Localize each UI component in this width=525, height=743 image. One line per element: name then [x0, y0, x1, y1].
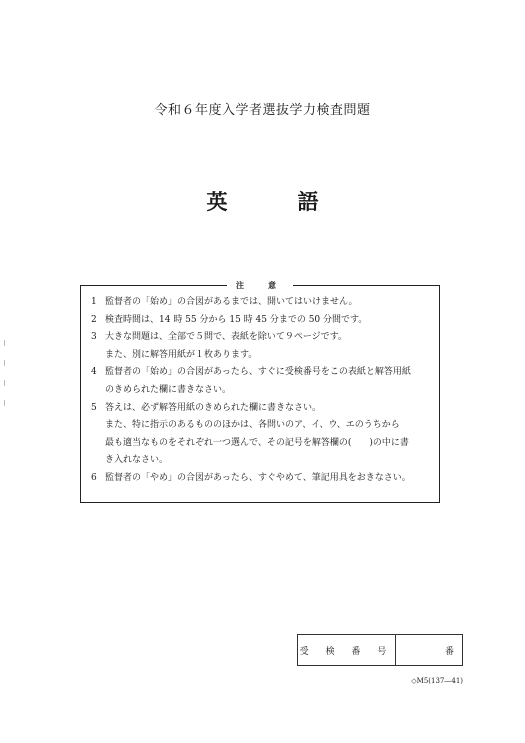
- notice-line: [91, 400, 433, 418]
- notice-line: [91, 364, 433, 382]
- notice-line: [91, 294, 433, 312]
- notice-list: [91, 294, 433, 488]
- notice-text: 監督者の「始め」の合図があったら、すぐに受検番号をこの表紙と解答用紙: [105, 367, 411, 378]
- notice-box: [80, 280, 440, 503]
- notice-text: 大きな問題は、全部で５問で、表紙を除いて９ページです。: [105, 332, 347, 343]
- notice-text: また、特に指示のあるもののほかは、各問いのア、イ、ウ、エのうちから: [105, 420, 400, 431]
- subject-char-2: 語: [297, 189, 319, 214]
- notice-text: また、別に解答用紙が１枚あります。: [105, 349, 258, 360]
- exam-number-label: 受 検 番 号: [298, 635, 396, 665]
- notice-line-continued: [91, 382, 433, 400]
- notice-number: 6: [91, 472, 97, 483]
- notice-text: のきめられた欄に書きなさい。: [105, 384, 232, 395]
- form-code: ◇M5(137―41): [411, 677, 463, 685]
- notice-text: 検査時間は、14 時 55 分から 15 時 45 分までの 50 分間です。: [105, 314, 368, 325]
- notice-number: 4: [91, 367, 97, 378]
- notice-number: 5: [91, 402, 97, 413]
- notice-number: 3: [91, 332, 97, 343]
- notice-number: 1: [91, 297, 97, 307]
- notice-text: 答えは、必ず解答用紙のきめられた欄に書きなさい。: [105, 402, 322, 413]
- notice-label: 注 意: [227, 280, 293, 291]
- subject-title: [0, 186, 525, 216]
- notice-line-continued: [91, 452, 433, 470]
- exam-number-field[interactable]: [396, 635, 462, 665]
- page-header: 令和６年度入学者選抜学力検査問題: [154, 103, 371, 118]
- notice-line: [91, 470, 433, 488]
- notice-line-continued: [91, 417, 433, 435]
- notice-line: [91, 329, 433, 347]
- binding-marks: [4, 340, 6, 406]
- exam-number-unit: 番: [444, 646, 454, 657]
- subject-char-1: 英: [206, 189, 228, 214]
- notice-text: 監督者の「やめ」の合図があったら、すぐやめて、筆記用具をおきなさい。: [105, 472, 411, 483]
- notice-number: 2: [91, 314, 97, 325]
- notice-text: き入れなさい。: [105, 455, 169, 466]
- notice-text: 監督者の「始め」の合図があるまでは、開いてはいけません。: [105, 297, 358, 307]
- notice-line: [91, 312, 433, 330]
- notice-line-continued: [91, 435, 433, 453]
- notice-line-continued: [91, 347, 433, 365]
- notice-text: 最も適当なものをそれぞれ一つ選んで、その記号を解答欄の( )の中に書: [105, 437, 409, 448]
- exam-number-box: [297, 634, 463, 666]
